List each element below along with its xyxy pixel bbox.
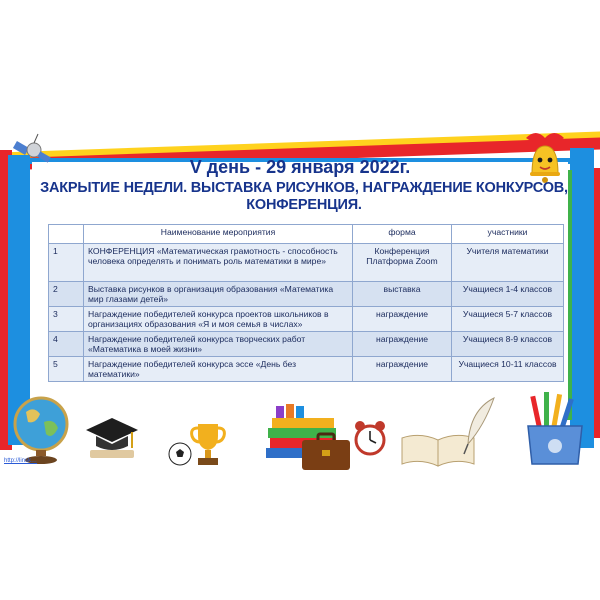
briefcase-icon bbox=[300, 432, 352, 472]
row-event-name: Награждение победителей конкурса творческих работ «Математика в моей жизни» bbox=[84, 332, 353, 357]
slide-title: V день - 29 января 2022г. bbox=[189, 157, 411, 177]
row-form: награждение bbox=[353, 357, 452, 382]
row-number: 3 bbox=[49, 307, 84, 332]
row-form: награждение bbox=[353, 332, 452, 357]
row-event-name: Награждение победителей конкурса проектов школьников в организациях образования «Я и моя семья в числах» bbox=[84, 307, 353, 332]
table-row bbox=[49, 332, 564, 357]
row-event-name: Выставка рисунков в организация образования «Математика мир глазами детей» bbox=[84, 282, 353, 307]
row-event-name: Награждение победителей конкурса эссе «День без математики» bbox=[84, 357, 353, 382]
header-event-name: Наименование мероприятия bbox=[84, 225, 353, 244]
row-number: 1 bbox=[49, 244, 84, 282]
slide-subtitle: ЗАКРЫТИЕ НЕДЕЛИ. ВЫСТАВКА РИСУНКОВ, НАГРАЖДЕНИЕ КОНКУРСОВ, КОНФЕРЕНЦИЯ. bbox=[40, 180, 568, 213]
table-row bbox=[49, 307, 564, 332]
table-row bbox=[49, 244, 564, 282]
events-table bbox=[48, 224, 564, 382]
soccer-ball-icon bbox=[168, 442, 192, 466]
pencil-cup-icon bbox=[520, 390, 592, 470]
header-form: форма bbox=[353, 225, 452, 244]
row-event-name: КОНФЕРЕНЦИЯ «Математическая грамотность - способность человека определять и понимать роль математики в мире» bbox=[84, 244, 353, 282]
row-participants: Учителя математики bbox=[452, 244, 564, 282]
table-row bbox=[49, 282, 564, 307]
header-participants: участники bbox=[452, 225, 564, 244]
quill-icon bbox=[460, 396, 500, 456]
row-form: выставка bbox=[353, 282, 452, 307]
row-participants: Учащиеся 1-4 классов bbox=[452, 282, 564, 307]
trophy-icon bbox=[190, 420, 226, 468]
row-form: Конференция Платформа Zoom bbox=[353, 244, 452, 282]
table-header-row bbox=[49, 225, 564, 244]
row-number: 2 bbox=[49, 282, 84, 307]
row-form: награждение bbox=[353, 307, 452, 332]
graduation-cap-icon bbox=[84, 414, 140, 460]
row-number: 4 bbox=[49, 332, 84, 357]
alarm-clock-icon bbox=[352, 418, 388, 458]
row-participants: Учащиеся 8-9 классов bbox=[452, 332, 564, 357]
row-number: 5 bbox=[49, 357, 84, 382]
table-row bbox=[49, 357, 564, 382]
header-number bbox=[49, 225, 84, 244]
row-participants: Учащиеся 10-11 классов bbox=[452, 357, 564, 382]
row-participants: Учащиеся 5-7 классов bbox=[452, 307, 564, 332]
globe-icon bbox=[8, 392, 74, 466]
footer-source-link[interactable]: http://linsk… bbox=[4, 458, 38, 464]
